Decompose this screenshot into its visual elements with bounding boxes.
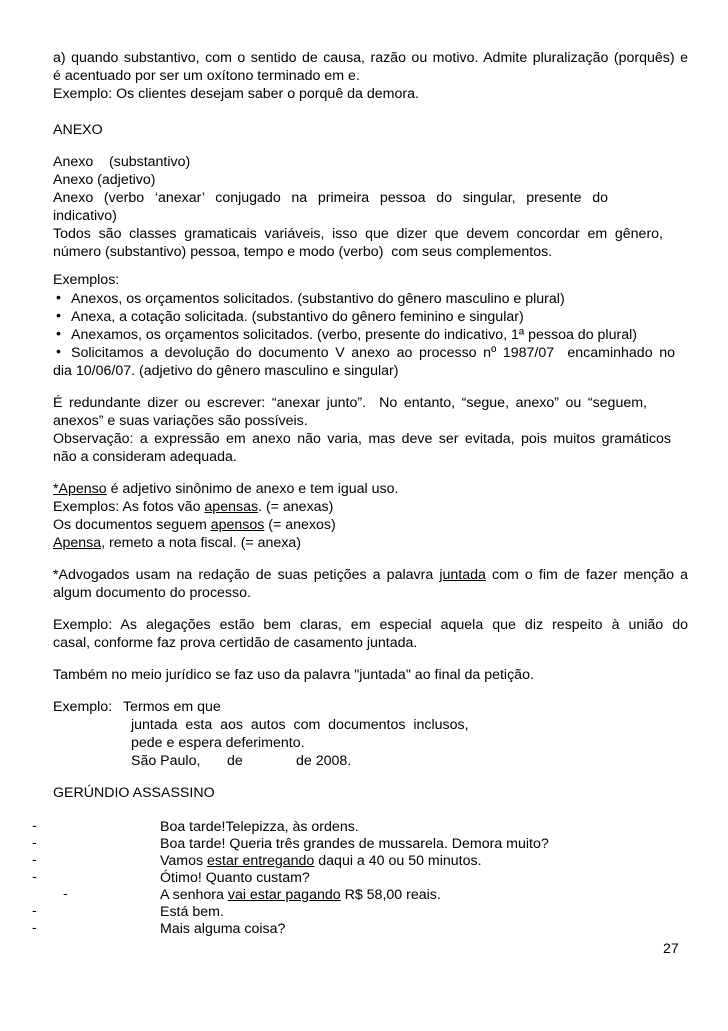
termos-line-4-city: São Paulo, [131,753,201,769]
dialog-line-2: Boa tarde! Queria três grandes de mussarela. Demora muito? [160,836,549,852]
heading-gerundio: GERÚNDIO ASSASSINO [53,785,215,801]
dialog-line-5: A senhora vai estar pagando R$ 58,00 reais. [160,887,441,903]
anexo-def-4: indicativo) [53,208,117,224]
redundante-line-1: É redundante dizer ou escrever: “anexar junto”. No entanto, “segue, anexo” ou “seguem, [53,395,647,411]
advogados-line-1: *Advogados usam na redação de suas petições a palavra juntada com o fim de fazer menção a [53,567,689,583]
juntada-word: juntada [439,567,486,583]
bullet-item-4-cont: dia 10/06/07. (adjetivo do gênero masculino e singular) [53,363,399,379]
anexo-def-3: Anexo (verbo ‘anexar’ conjugado na primeira pessoa do singular, presente do [53,190,608,206]
bullet-item-4: Solicitamos a devolução do documento V anexo ao processo nº 1987/07 encaminhado no [71,345,675,361]
page-number: 27 [663,941,679,957]
dialog-dash: - [32,818,37,834]
bullet-icon: • [56,326,61,342]
dialog-dash: - [32,852,37,868]
observacao-line-1: Observação: a expressão em anexo não varia, mas deve ser evitada, pois muitos gramáticos [53,431,671,447]
apenso-line-2: Exemplos: As fotos vão apensas. (= anexas) [53,499,334,515]
termos-line-4-year: de 2008. [296,753,352,769]
exemplos-label: Exemplos: [53,272,120,288]
alegacoes-line-1: Exemplo: As alegações estão bem claras, em especial aquela que diz respeito à união do [53,617,688,633]
anexo-def-5: Todos são classes gramaticais variáveis, isso que dizer que devem concordar em gênero, [53,226,663,242]
bullet-icon: • [56,308,61,324]
porque-line-1: a) quando substantivo, com o sentido de causa, razão ou motivo. Admite pluralização (porquês) e [53,50,688,66]
advogados-line-2: algum documento do processo. [53,585,251,601]
apensos-word: apensos [210,517,265,533]
anexo-def-1: Anexo (substantivo) [53,154,191,170]
bullet-icon: • [56,290,61,306]
apensa-word: Apensa, [53,535,106,551]
bullet-item-1: Anexos, os orçamentos solicitados. (substantivo do gênero masculino e plural) [71,291,565,307]
apenso-line-1: *Apenso é adjetivo sinônimo de anexo e tem igual uso. [53,481,399,497]
termos-label: Exemplo: [53,699,113,715]
dialog-dash: - [32,903,37,919]
dialog-line-7: Mais alguma coisa? [160,921,286,937]
anexo-def-2: Anexo (adjetivo) [53,172,156,188]
apenso-line-4: Apensa, remeto a nota fiscal. (= anexa) [53,535,302,551]
heading-anexo: ANEXO [53,122,103,138]
termos-line-2: juntada esta aos autos com documentos inclusos, [131,717,469,733]
dialog-line-4: Ótimo! Quanto custam? [160,870,310,886]
apenso-line-3: Os documentos seguem apensos (= anexos) [53,517,336,533]
bullet-item-3: Anexamos, os orçamentos solicitados. (verbo, presente do indicativo, 1ª pessoa do plural) [71,327,637,343]
dialog-line-6: Está bem. [160,904,224,920]
termos-line-4-de: de [227,753,243,769]
dialog-dash: - [32,869,37,885]
dialog-dash: - [32,835,37,851]
dialog-line-3: Vamos estar entregando daqui a 40 ou 50 minutos. [160,853,482,869]
dialog-line-1: Boa tarde!Telepizza, às ordens. [160,819,359,835]
termos-line-1: Termos em que [123,699,221,715]
apensas-word: apensas [204,499,259,515]
estar-entregando: estar entregando [207,853,315,869]
meio-juridico-line: Também no meio jurídico se faz uso da palavra "juntada" ao final da petição. [53,667,534,683]
redundante-line-2: anexos” e suas variações são possíveis. [53,413,308,429]
bullet-item-2: Anexa, a cotação solicitada. (substantivo do gênero feminino e singular) [71,309,524,325]
bullet-icon: • [56,344,61,360]
dialog-dash: - [63,886,68,902]
termos-line-3: pede e espera deferimento. [131,735,305,751]
porque-line-2: é acentuado por ser um oxítono terminado em e. [53,68,360,84]
vai-estar-pagando: vai estar pagando [227,887,341,903]
porque-example: Exemplo: Os clientes desejam saber o porquê da demora. [53,86,419,102]
anexo-def-6: número (substantivo) pessoa, tempo e modo (verbo) com seus complementos. [53,244,553,260]
observacao-line-2: não a consideram adequada. [53,449,237,465]
alegacoes-line-2: casal, conforme faz prova certidão de casamento juntada. [53,635,418,651]
apenso-word: *Apenso [53,481,107,497]
dialog-dash: - [32,920,37,936]
